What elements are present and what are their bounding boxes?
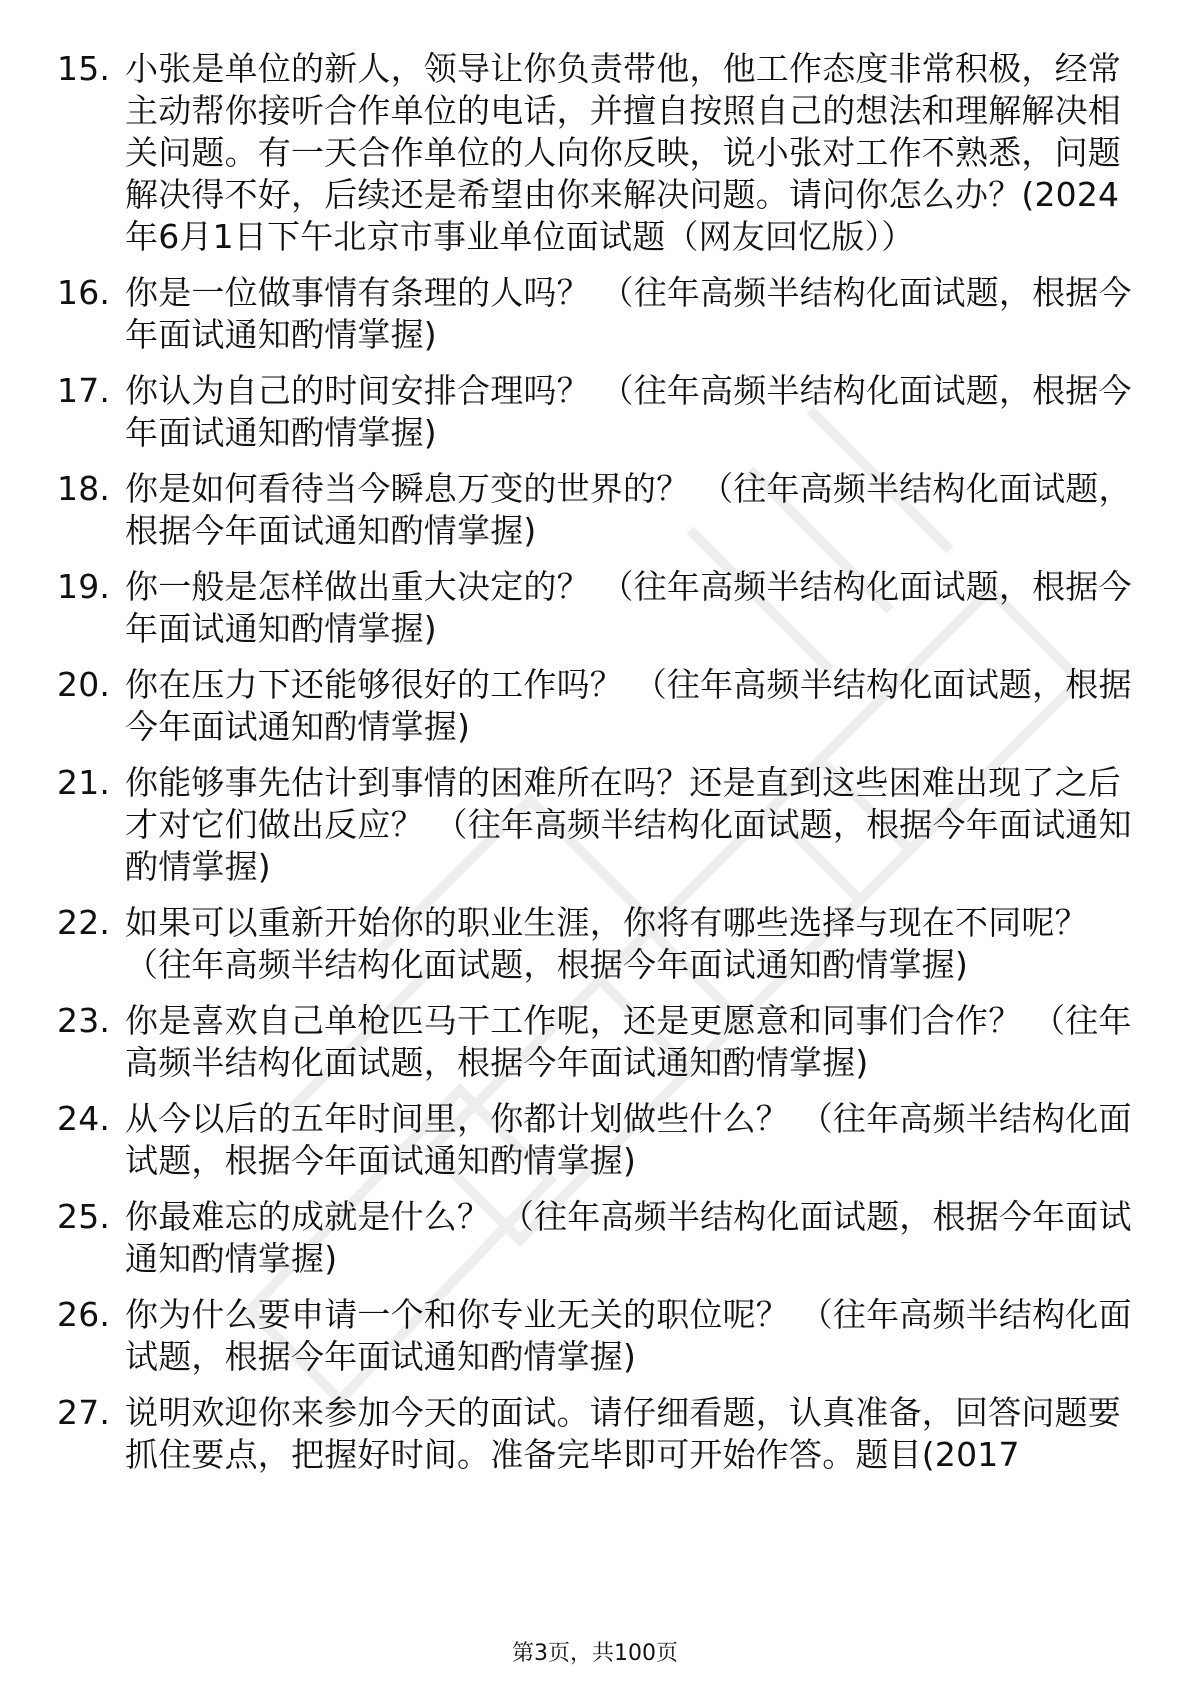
- question-text: 如果可以重新开始你的职业生涯，你将有哪些选择与现在不同呢？ （往年高频半结构化面试题，根据今年面试通知酌情掌握): [125, 903, 1088, 984]
- question-text: 你在压力下还能够很好的工作吗？ （往年高频半结构化面试题，根据今年面试通知酌情掌握): [125, 665, 1132, 746]
- question-number: 27.: [57, 1393, 111, 1432]
- question-item: [57, 664, 1137, 748]
- question-number: 26.: [57, 1295, 111, 1334]
- question-text: 你是一位做事情有条理的人吗？ （往年高频半结构化面试题，根据今年面试通知酌情掌握): [125, 273, 1132, 354]
- question-item: [57, 902, 1137, 986]
- question-text: 你是如何看待当今瞬息万变的世界的？ （往年高频半结构化面试题，根据今年面试通知酌情掌握): [125, 469, 1132, 550]
- question-text: 你为什么要申请一个和你专业无关的职位呢？ （往年高频半结构化面试题，根据今年面试通知酌情掌握): [125, 1295, 1132, 1376]
- question-item: [57, 370, 1137, 454]
- question-text: 从今以后的五年时间里，你都计划做些什么？ （往年高频半结构化面试题，根据今年面试通知酌情掌握): [125, 1099, 1132, 1180]
- question-number: 18.: [57, 469, 111, 508]
- question-number: 24.: [57, 1099, 111, 1138]
- question-item: [57, 1098, 1137, 1182]
- question-item: [57, 48, 1137, 258]
- question-item: [57, 1196, 1137, 1280]
- question-item: [57, 566, 1137, 650]
- question-number: 21.: [57, 763, 111, 802]
- question-text: 你是喜欢自己单枪匹马干工作呢，还是更愿意和同事们合作？ （往年高频半结构化面试题，根据今年面试通知酌情掌握): [125, 1001, 1132, 1082]
- question-number: 20.: [57, 665, 111, 704]
- page-footer: 第3页，共100页: [512, 1641, 678, 1666]
- question-item: [57, 1294, 1137, 1378]
- question-text: 你最难忘的成就是什么？ （往年高频半结构化面试题，根据今年面试通知酌情掌握): [125, 1197, 1132, 1278]
- question-item: [57, 468, 1137, 552]
- question-text: 你认为自己的时间安排合理吗？ （往年高频半结构化面试题，根据今年面试通知酌情掌握): [125, 371, 1132, 452]
- question-number: 15.: [57, 49, 111, 88]
- question-item: [57, 272, 1137, 356]
- question-number: 17.: [57, 371, 111, 410]
- question-item: [57, 762, 1137, 888]
- question-number: 23.: [57, 1001, 111, 1040]
- question-text: 小张是单位的新人，领导让你负责带他，他工作态度非常积极，经常主动帮你接听合作单位的电话，并擅自按照自己的想法和理解解决相关问题。有一天合作单位的人向你反映，说小张对工作不熟悉，问题解决得不好，后续还是希望由你来解决问题。请问你怎么办？(2024年6月1日下午北京市事业单位面试题（网友回忆版））: [125, 49, 1121, 256]
- question-item: [57, 1392, 1137, 1476]
- question-text: 说明欢迎你来参加今天的面试。请仔细看题，认真准备，回答问题要抓住要点，把握好时间。准备完毕即可开始作答。题目(2017: [125, 1393, 1121, 1474]
- question-number: 16.: [57, 273, 111, 312]
- question-text: 你能够事先估计到事情的困难所在吗？还是直到这些困难出现了之后才对它们做出反应？ （往年高频半结构化面试题，根据今年面试通知酌情掌握): [125, 763, 1132, 886]
- question-number: 22.: [57, 903, 111, 942]
- question-number: 19.: [57, 567, 111, 606]
- question-number: 25.: [57, 1197, 111, 1236]
- question-list: [57, 48, 1137, 1490]
- question-item: [57, 1000, 1137, 1084]
- question-text: 你一般是怎样做出重大决定的？ （往年高频半结构化面试题，根据今年面试通知酌情掌握): [125, 567, 1132, 648]
